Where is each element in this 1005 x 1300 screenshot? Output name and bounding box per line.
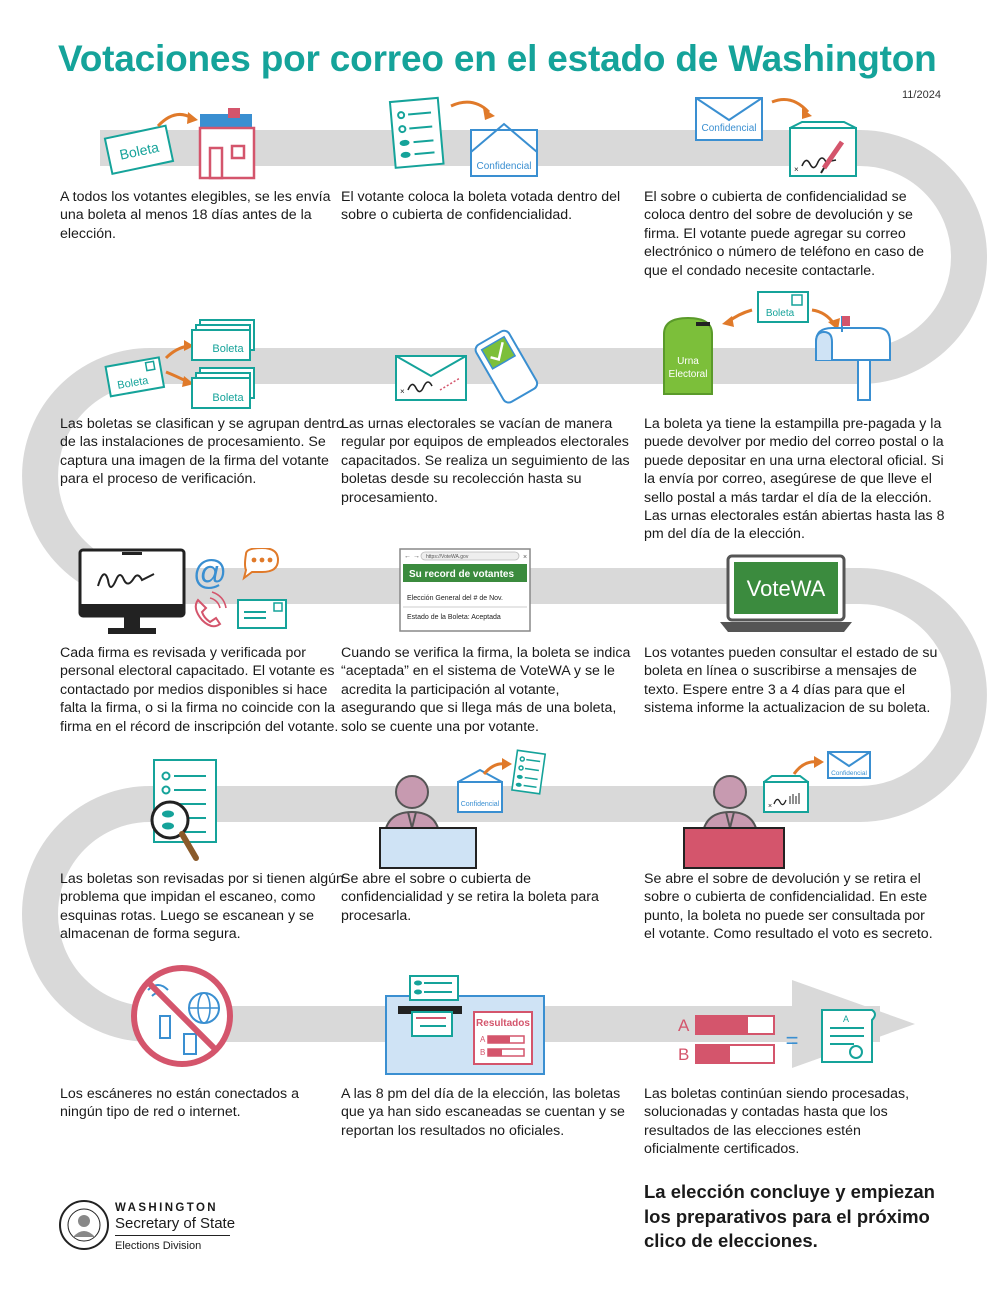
page-title: Votaciones por correo en el estado de Washington bbox=[58, 38, 937, 79]
worker-confidential-icon bbox=[378, 748, 548, 870]
step-15-text: Las boletas continúan siendo procesadas, solucionadas y contadas hasta que los resultados de las elecciones estén oficialmente certificados. bbox=[644, 1086, 910, 1158]
svg-text:Electoral: Electoral bbox=[668, 369, 708, 380]
step-1-text: A todos los votantes elegibles, se les envía una boleta al menos 18 días antes de la elección. bbox=[60, 189, 331, 242]
dropbox-mailbox-icon bbox=[662, 290, 902, 402]
svg-text:B: B bbox=[678, 1045, 690, 1064]
ballot-into-envelope-icon bbox=[385, 96, 545, 186]
date-label: 11/2024 bbox=[902, 89, 941, 101]
svg-text:×: × bbox=[523, 554, 528, 561]
svg-text:Confidencial: Confidencial bbox=[460, 801, 500, 808]
results-board-icon bbox=[384, 974, 548, 1076]
svg-text:A: A bbox=[678, 1016, 690, 1035]
envelope-signed-icon bbox=[692, 94, 872, 184]
svg-text:Resultados: Resultados bbox=[476, 1018, 530, 1029]
svg-text:Boleta: Boleta bbox=[116, 374, 150, 392]
step-10-text: Las boletas son revisadas por si tienen algún problema que impidan el escaneo, como esquinas rotas. Luego se escanean y se almacenan de forma segura. bbox=[60, 871, 344, 943]
step-12-text: Se abre el sobre de devolución y se retira el sobre o cubierta de confidencialidad. En este punto, la boleta no puede ser consultada por el votante. Como resultado el voto es secreto. bbox=[644, 871, 933, 943]
svg-text:Boleta: Boleta bbox=[118, 138, 161, 163]
envelope-scanner-icon bbox=[394, 328, 544, 404]
svg-text:Confidencial: Confidencial bbox=[476, 161, 532, 172]
step-4-text: Las boletas se clasifican y se agrupan dentro de las instalaciones de procesamiento. Se captura una imagen de la firma del votante para el proceso de verificación. bbox=[60, 416, 344, 488]
svg-text:×: × bbox=[794, 165, 799, 174]
step-2-text: El votante coloca la boleta votada dentro del sobre o cubierta de confidencialidad. bbox=[341, 189, 621, 224]
worker-return-envelope-icon bbox=[682, 748, 872, 870]
svg-text:B: B bbox=[480, 1048, 486, 1057]
ballots-sorted-icon bbox=[104, 318, 264, 410]
svg-text:=: = bbox=[785, 1028, 799, 1053]
logo-office: Secretary of State bbox=[115, 1215, 236, 1232]
svg-text:VoteWA: VoteWA bbox=[746, 576, 826, 601]
svg-text:@: @ bbox=[192, 554, 228, 592]
state-seal-icon bbox=[58, 1199, 110, 1251]
svg-text:Confidencial: Confidencial bbox=[701, 123, 757, 134]
svg-text:×: × bbox=[400, 387, 405, 396]
svg-text:×: × bbox=[768, 803, 773, 810]
svg-text:Boleta: Boleta bbox=[765, 308, 795, 319]
svg-text:A: A bbox=[842, 1014, 850, 1024]
step-7-text: Cada firma es revisada y verificada por personal electoral capacitado. El votante es contactado por medios disponibles si hace falta la firma, o si la firma no coincide con la firma en el récord de inscripción del votante. bbox=[60, 645, 339, 735]
svg-text:Urna: Urna bbox=[677, 356, 699, 367]
step-3-text: El sobre o cubierta de confidencialidad se coloca dentro del sobre de devolución y se firma. El votante puede agregar su correo electrónico o número de teléfono en caso de que el condado necesite contactarle. bbox=[644, 189, 924, 279]
svg-text:https://VoteWA.gov: https://VoteWA.gov bbox=[426, 554, 469, 560]
logo-divider bbox=[115, 1235, 230, 1236]
votewa-laptop-icon bbox=[720, 554, 854, 636]
svg-text:Boleta: Boleta bbox=[212, 343, 244, 355]
no-network-icon bbox=[128, 962, 236, 1070]
closing-statement: La elección concluye y empiezan los preparativos para el próximo clico de elecciones. bbox=[644, 1181, 935, 1251]
step-11-text: Se abre el sobre o cubierta de confidencialidad y se retira la boleta para procesarla. bbox=[341, 871, 599, 924]
ballot-to-house-icon bbox=[100, 100, 270, 190]
logo-division: Elections Division bbox=[115, 1240, 202, 1252]
step-9-text: Los votantes pueden consultar el estado de su boleta en línea o suscribirse a mensajes de texto. Espere entre 3 a 4 días para que el sistema informe la actualizacion de su boleta. bbox=[644, 645, 938, 717]
logo-state: WASHINGTON bbox=[115, 1202, 219, 1214]
signature-review-icon bbox=[78, 548, 298, 640]
svg-text:Confidencial: Confidencial bbox=[831, 770, 867, 777]
step-14-text: A las 8 pm del día de la elección, las boletas que ya han sido escaneadas se cuentan y se reportan los resultados no oficiales. bbox=[341, 1086, 625, 1139]
svg-text:Su record de votantes: Su record de votantes bbox=[409, 569, 515, 580]
step-8-text: Cuando se verifica la firma, la boleta se indica “aceptada” en el sistema de VoteWA y se le acredita la participación al votante, asegurando que si llega más de una boleta, solo se cuente una por votante. bbox=[341, 645, 631, 735]
svg-text:Estado de la Boleta: Aceptada: Estado de la Boleta: Aceptada bbox=[407, 614, 501, 621]
certified-results-icon bbox=[678, 1008, 878, 1070]
secretary-of-state-logo bbox=[58, 1199, 248, 1259]
svg-text:A: A bbox=[480, 1035, 486, 1044]
step-5-text: Las urnas electorales se vacían de manera regular por equipos de empleados electorales capacitados. Se realiza un seguimiento de las boletas desde su recolección hasta su procesamiento. bbox=[341, 416, 630, 506]
svg-text:Boleta: Boleta bbox=[212, 392, 244, 404]
svg-text:← →: ← → bbox=[404, 553, 420, 560]
document-inspect-icon bbox=[148, 758, 224, 870]
voter-record-browser-icon bbox=[399, 548, 533, 634]
step-13-text: Los escáneres no están conectados a ningún tipo de red o internet. bbox=[60, 1086, 299, 1121]
step-6-text: La boleta ya tiene la estampilla pre-pagada y la puede devolver por medio del correo postal o la puede depositar en una urna electoral oficial. Si la envía por correo, asegúrese de que lleve el sello postal a más tardar el día de la elección. Las urnas electorales están abiertas hasta las 8 pm del día de la elección. bbox=[644, 416, 945, 543]
svg-text:Elección General del # de Nov.: Elección General del # de Nov. bbox=[407, 595, 503, 602]
